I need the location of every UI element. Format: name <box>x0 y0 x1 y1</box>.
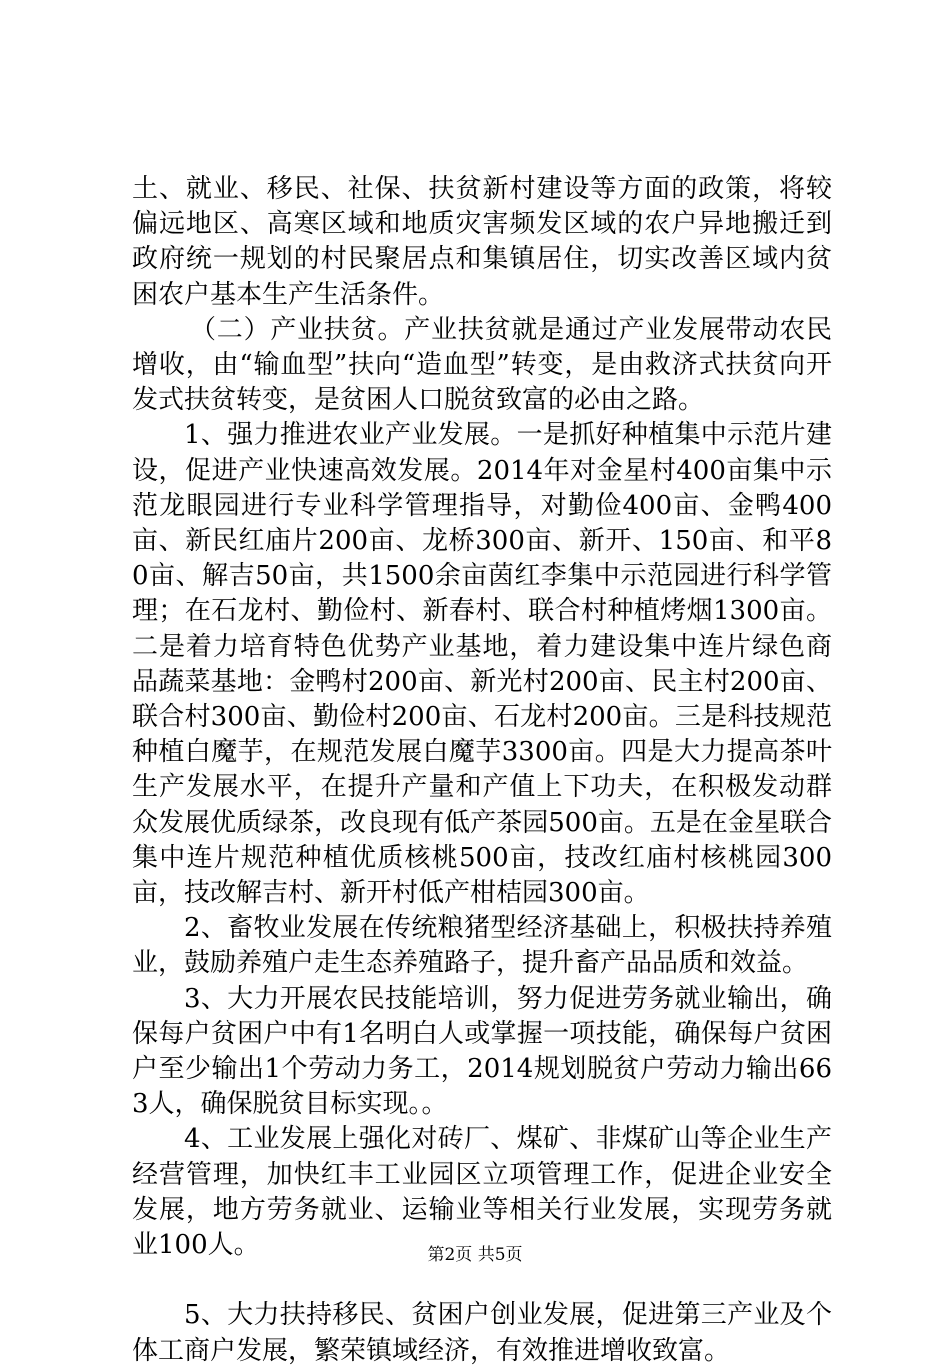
paragraph-industry-poverty-relief: （二）产业扶贫。产业扶贫就是通过产业发展带动农民增收，由“输血型”扶向“造血型”转变，是由救济式扶贫向开发式扶贫转变，是贫困人口脱贫致富的必由之路。 <box>132 314 832 416</box>
paragraph-industrial-development: 4、工业发展上强化对砖厂、煤矿、非煤矿山等企业生产经营管理，加快红丰工业园区立项管理工作，促进企业安全发展，地方劳务就业、运输业等相关行业发展，实现劳务就业100人。 <box>132 1124 832 1261</box>
paragraph-continuation: 土、就业、移民、社保、扶贫新村建设等方面的政策，将较偏远地区、高寒区域和地质灾害频发区域的农户异地搬迁到政府统一规划的村民聚居点和集镇居住，切实改善区域内贫困农户基本生产生活条件。 <box>132 174 832 310</box>
paragraph-spacer <box>132 1263 832 1298</box>
paragraph-entrepreneurship: 5、大力扶持移民、贫困户创业发展，促进第三产业及个体工商户发展，繁荣镇域经济，有效推进增收致富。 <box>132 1300 832 1366</box>
paragraph-agriculture: 1、强力推进农业产业发展。一是抓好种植集中示范片建设，促进产业快速高效发展。2014年对金星村400亩集中示范龙眼园进行专业科学管理指导，对勤俭400亩、金鸭400亩、新民红庙片200亩、龙桥300亩、新开、150亩、和平80亩、解吉50亩，共1500余亩茵红李集中示范园进行科学管理；在石龙村、勤俭村、新春村、联合村种植烤烟1300亩。二是着力培育特色优势产业基地，着力建设集中连片绿色商品蔬菜基地：金鸭村200亩、新光村200亩、民主村200亩、联合村300亩、勤俭村200亩、石龙村200亩。三是科技规范种植白魔芋，在规范发展白魔芋3300亩。四是大力提高茶叶生产发展水平，在提升产量和产值上下功夫，在积极发动群众发展优质绿茶，改良现有低产茶园500亩。五是在金星联合集中连片规范种植优质核桃500亩，技改红庙村核桃园300亩，技改解吉村、新开村低产柑桔园300亩。 <box>132 420 832 909</box>
paragraph-skills-training: 3、大力开展农民技能培训，努力促进劳务就业输出，确保每户贫困户中有1名明白人或掌握一项技能，确保每户贫困户至少输出1个劳动力务工，2014规划脱贫户劳动力输出663人，确保脱贫目标实现。。 <box>132 983 832 1120</box>
page-number-footer: 第2页 共5页 <box>427 1245 523 1265</box>
paragraph-animal-husbandry: 2、畜牧业发展在传统粮猪型经济基础上，积极扶持养殖业，鼓励养殖户走生态养殖路子，提升畜产品品质和效益。 <box>132 913 832 979</box>
document-body <box>132 172 832 1369</box>
